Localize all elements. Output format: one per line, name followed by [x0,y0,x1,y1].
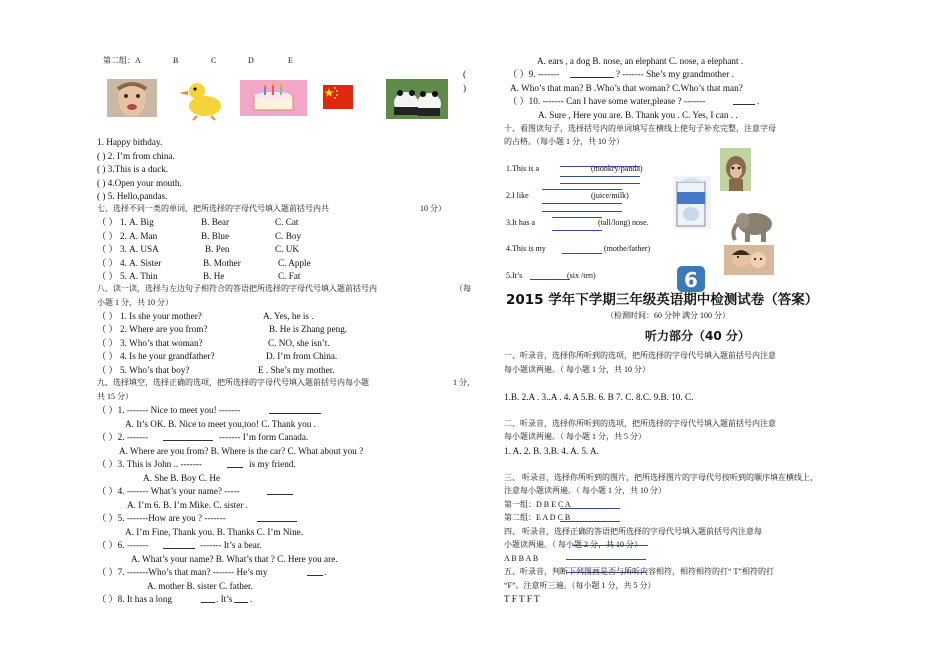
birthday-cake-icon [240,80,307,116]
sec9-q4: （ ）4. ------- What’s your name? ----- [97,486,240,496]
sec7-item-3-c: C. UK [275,244,299,254]
sec9-q4-options: A. I’m 6. B. I’m Mike. C. sister . [127,500,248,510]
duck-icon [175,79,230,121]
blank-line [307,566,323,576]
part5-sub: “F”。注意听三遍。（每小题 1 分，共 5 分） [504,581,656,590]
writing-line [542,189,622,190]
group2-letter-e: E [288,56,293,65]
writing-line [562,253,602,254]
sec10-q2: 2.I like [506,191,529,200]
sec8-sub: 小题 1 分，共 10 分） [97,298,173,307]
sec10-q3-hint: (tall/long) nose. [598,218,649,227]
sec8-q-3: （ ） 3. Who’s that woman? [97,338,203,348]
sec9-q1: （ ）1. ------- Nice to meet you! ------- [97,405,241,415]
sec7-item-3: （ ） 3. A. USA [97,244,159,254]
listen-item-2: ( ) 2. I’m from china. [97,151,175,161]
sec10-q2-hint: (juice/milk) [591,191,629,200]
sec10-q4-hint: (mothe/father) [604,244,651,253]
group2-label: 第二组：A [103,56,141,65]
blank-line [269,404,321,414]
q9: （ ）9. ------- [508,69,560,79]
sec8-a-1: A. Yes, he is . [263,311,314,321]
sec8-a-2: B. He is Zhang peng. [269,324,348,334]
part3-group1: 第一组：D B E C A [504,500,571,509]
sec9-tail: 1 分， [453,378,475,387]
blank-line [163,539,195,549]
sec7-item-2-c: C. Boy [275,231,302,241]
blank-line [227,458,243,468]
sec9-sub: 共 15 分） [97,392,133,401]
sec7-item-1: （ ） 1. A. Big [97,217,154,227]
listen-item-3: ( ) 3.This is a duck. [97,164,169,174]
sec9-q7-options: A. mother B. sister C. father. [147,581,253,591]
sec9-q8-tail: . [250,594,253,604]
sec7-item-2-b: B. Blue [201,231,230,241]
sec7-item-1-c: C. Cat [275,217,299,227]
sec7-item-5-b: B. He [203,271,225,281]
listen-item-1: 1. Happy bithday. [97,137,163,147]
blank-line [163,431,213,441]
sec9-title: 九、选择填空，选择正确的选项，把所选择的字母代号填入题前括号内每小题 [97,378,369,387]
sec9-q5-options: A. I’m Fine, Thank you. B. Thanks C. I’m Nine. [125,527,304,537]
blank-line [201,593,215,603]
sec9-q2-reply: ------- I’m form Canada. [219,432,309,442]
part4-sub: 小题读两遍。（ 每小题 2 分，共 10 分） [504,540,642,549]
sec9-q6-options: A. What’s your name? B. What’s that ? C. Here you are. [131,554,338,564]
q8-options: A. ears , a dog B. nose, an elephant C. nose, a elephant . [537,56,744,66]
sec10-q5: 5.It’s [506,271,523,280]
sec9-q3-options: A. She B. Boy C. He [143,473,221,483]
part1-answers: 1.B. 2.A . 3..A . 4. A 5.B. 6. B 7. C. 8.C. 9.B. 10. C. [504,392,694,402]
group2-letter-b: B [173,56,179,65]
sec8-tail: （每 [455,284,471,293]
part2-answers: 1. A. 2. B. 3.B. 4. A. 5. A. [504,446,599,456]
sec8-a-4: D. I’m from China. [266,351,338,361]
part5-answers: T F T F T [504,594,540,604]
china-flag-icon [323,85,353,109]
writing-line [560,521,620,522]
sec10-q1-hint: (monkry/panda) [591,164,643,173]
writing-line [530,279,570,280]
q9-options: A. Who’s that man? B .Who’s that woman? C.Who’s that man? [510,83,743,93]
sec8-q-4: （ ） 4. Is he your grandfather? [97,351,215,361]
svg-text:6: 6 [684,268,698,292]
sec9-q2: （ ）2. ------- [97,432,149,442]
writing-line [552,217,602,218]
listening-heading: 听力部分（40 分） [645,329,750,343]
sec8-a-3: C. NO, she isn’t. [268,338,330,348]
sec9-q5: （ ）5. -------How are you ? ------- [97,513,226,523]
pandas-icon [386,79,448,119]
writing-line [552,230,602,231]
sec10-q3: 3.It has a [506,218,536,227]
sec9-q6-reply: ------- It’s a bear. [200,540,262,550]
listen-item-4: ( ) 4.Open your mouth. [97,178,182,188]
writing-line [560,176,640,177]
sec9-q3: （ ）3. This is John .. ------- [97,459,202,469]
blank-line [570,68,614,78]
writing-line [542,203,622,204]
sec7-points: 10 分） [420,204,446,213]
part3-title: 三、 听录音，选择你所听到的图片，把所选择图片的字母代号按听到的顺序填在横线上， [504,473,818,482]
part1-sub: 每小题读两遍。（ 每小题 1 分，共 10 分） [504,365,650,374]
q10: （ ）10. ------- Can I have some water,please ? ------- [508,96,706,106]
part2-title: 二、听录音，选择你所听到的选项，把所选择的字母代号填入题前括号内注意 [504,419,776,428]
sec10-q4: 4.This is my [506,244,546,253]
blank-line [733,95,755,105]
writing-line [566,559,646,560]
part2-sub: 每小题读两遍。（ 每小题 1 分，共 5 分） [504,432,646,441]
sec8-title: 八、读一读，选择与左边句子相符合的答语把所选择的字母代号填入题前括号内 [97,284,377,293]
sec9-q7: （ ）7. -------Who’s that man? ------- He’s my [97,567,268,577]
part3-group2: 第二组：E A D C B [504,513,571,522]
q10-options: A. Sure , Here you are. B. Thank you . C. Yes, I can . . [538,110,738,120]
sec9-q3-tail: is my friend. [249,459,296,469]
q10-tail: . [757,96,760,106]
writing-line [572,545,648,546]
sec9-q7-tail: . [324,567,327,577]
sec10-q5-hint: (six /ten) [567,271,596,280]
writing-line [542,211,622,212]
sec7-item-4: （ ） 4. A. Sister [97,258,162,268]
answer-title: 2015 学年下学期三年级英语期中检测试卷（答案） [506,292,819,308]
sec9-q8-mid: . It’s [216,594,233,604]
bracket-close: ) [463,83,467,93]
part5-title: 五、听录音，判断下列图画是否与所听内容相符，相符相符的打“ T”相符的打 [504,567,774,576]
sec8-q-2: （ ） 2. Where are you from? [97,324,208,334]
sec7-title: 七、选择不同一类的单词，把所选择的字母代号填入题前括号内共 [97,204,329,213]
milk-box-icon [673,176,711,229]
mother-child-icon [724,245,774,275]
sec9-q2-options: A. Where are you from? B. Where is the car? C. What about you ? [119,446,364,456]
group2-letter-c: C [211,56,217,65]
writing-line [560,508,620,509]
sec10-sub: 的占格。（每小题 1 分，共 10 分） [504,137,624,146]
sec7-item-3-b: B. Pen [205,244,230,254]
listen-item-5: ( ) 5. Hello,pandas. [97,191,168,201]
blank-line [234,593,248,603]
sec8-q-1: （ ） 1. Is she your mother? [97,311,202,321]
sec8-a-5: E . She’s my mother. [258,365,335,375]
sec7-item-4-b: B. Mother [203,258,241,268]
writing-line [560,166,640,167]
writing-line [560,183,640,184]
sec7-item-2: （ ） 2. A. Man [97,231,158,241]
sec7-item-1-b: B. Bear [201,217,230,227]
sec9-q1-options: A. It’s OK. B. Nice to meet you,too! C. Thank you . [125,419,316,429]
part4-title: 四、 听录音，选择正确的答语把所选择的字母代号填入题前括号内注意每 [504,527,762,536]
blank-line [267,485,293,495]
bracket-open: ( [463,69,467,79]
blank-line [257,512,297,522]
sec9-q6: （ ）6. ------- [97,540,149,550]
sec8-q-5: （ ） 5. Who’s that boy? [97,365,190,375]
group2-letter-d: D [248,56,254,65]
elephant-icon [727,206,781,244]
monkey-icon [720,148,751,191]
sec7-item-4-c: C. Apple [278,258,311,268]
answer-meta: （检测时间：60 分钟 满分 100 分） [606,311,730,320]
sec9-q8: （ ）8. It has a long [97,594,173,604]
part3-sub: 注意每小题读两遍。（ 每小题 1 分，共 10 分） [504,486,666,495]
sec7-item-5-c: C. Fat [278,271,301,281]
sec7-item-5: （ ） 5. A. Thin [97,271,158,281]
part4-answers: A B B A B [504,554,539,563]
part1-title: 一、听录音，选择你所听到的选项，把所选择的字母代号填入题前括号内注意 [504,351,776,360]
sec10-title: 十、看图读句子，选择括号内的单词填写在横线上使句子补充完整，注意字母 [504,124,776,133]
sec10-q1: 1.This is a [506,164,540,173]
boy-face-icon [107,79,157,117]
q9-reply: ? ------- She’s my grandmother . [616,69,734,79]
